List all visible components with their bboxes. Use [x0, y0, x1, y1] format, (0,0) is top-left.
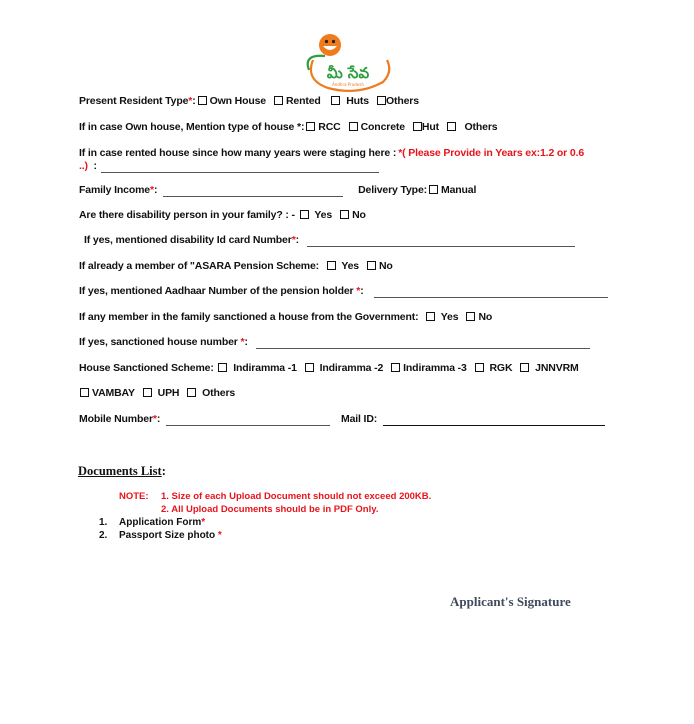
disability-label: Are there disability person in your family? : -: [79, 209, 295, 221]
document-item: [99, 530, 222, 541]
checkbox-own-house[interactable]: [198, 96, 207, 105]
option-hut: Hut: [421, 121, 439, 133]
option-rgk: RGK: [489, 362, 513, 374]
option-others: Others: [385, 95, 419, 107]
resident-type-label: Present Resident Type: [79, 95, 189, 107]
delivery-type-label: Delivery Type:: [358, 184, 427, 196]
separator: :: [192, 95, 196, 107]
required-mark: *: [188, 95, 193, 107]
mobile-input[interactable]: [166, 415, 330, 426]
checkbox-asara-no[interactable]: [367, 261, 376, 270]
separator: :: [93, 160, 97, 172]
checkbox-scheme-others[interactable]: [187, 388, 196, 397]
contact-row: [79, 413, 605, 426]
option-jnnvrm: JNNVRM: [535, 362, 579, 374]
aadhaar-input[interactable]: [374, 287, 608, 298]
asara-label: If already a member of "ASARA Pension Scheme:: [79, 260, 319, 272]
item-label: Application Form: [119, 517, 202, 528]
govt-house-label: If any member in the family sanctioned a house from the Government:: [79, 311, 419, 323]
resident-type-row: [79, 95, 419, 108]
disability-id-row: [84, 234, 575, 247]
checkbox-jnnvrm[interactable]: [520, 363, 529, 372]
disability-row: [79, 209, 366, 222]
scheme-row-cont: [80, 387, 235, 400]
note-2: 2. All Upload Documents should be in PDF Only.: [161, 504, 379, 515]
checkbox-huts[interactable]: [331, 96, 340, 105]
aadhaar-label: If yes, mentioned Aadhaar Number of the pension holder: [79, 285, 357, 297]
family-income-row: [79, 184, 476, 197]
option-asara-yes: Yes: [341, 260, 359, 272]
option-govt-yes: Yes: [440, 311, 459, 323]
family-income-label: Family Income: [79, 184, 150, 196]
option-concrete: Concrete: [360, 121, 405, 133]
checkbox-asara-yes[interactable]: [327, 261, 336, 270]
option-asara-no: No: [378, 260, 393, 272]
checkbox-govt-no[interactable]: [466, 312, 475, 321]
note-label: NOTE:: [119, 491, 149, 502]
item-label: Passport Size photo: [119, 530, 218, 541]
checkbox-uph[interactable]: [143, 388, 152, 397]
checkbox-rented[interactable]: [274, 96, 283, 105]
checkbox-vambay[interactable]: [80, 388, 89, 397]
own-house-type-label: If in case Own house, Mention type of house *:: [79, 121, 305, 133]
option-others-type: Others: [464, 121, 498, 133]
checkbox-concrete[interactable]: [349, 122, 358, 131]
mobile-label: Mobile Number: [79, 413, 153, 425]
option-rented: Rented: [285, 95, 321, 107]
required-mark: *: [152, 413, 157, 425]
govt-house-row: [79, 311, 492, 324]
checkbox-disability-yes[interactable]: [300, 210, 309, 219]
checkbox-manual[interactable]: [429, 185, 438, 194]
note-line-2: [161, 504, 378, 515]
option-uph: UPH: [157, 387, 180, 399]
checkbox-others[interactable]: [377, 96, 386, 105]
option-indiramma-3: Indiramma -3: [403, 362, 467, 374]
mail-input[interactable]: [383, 415, 605, 426]
family-income-input[interactable]: [163, 186, 343, 197]
option-scheme-others: Others: [202, 387, 236, 399]
note-1: 1. Size of each Upload Document should not exceed 200KB.: [161, 491, 432, 502]
svg-text:Andhra Pradesh: Andhra Pradesh: [332, 82, 364, 87]
mail-label: Mail ID:: [340, 413, 378, 425]
item-number: 1.: [99, 517, 108, 528]
option-huts: Huts: [346, 95, 369, 107]
required-mark: *: [240, 336, 245, 348]
separator: :: [244, 336, 248, 348]
note-line-1: [119, 491, 431, 502]
rented-years-hint: *( Please Provide in Years ex:1.2 or 0.6: [398, 147, 585, 159]
required-mark: *: [291, 234, 296, 246]
disability-id-label: If yes, mentioned disability Id card Number: [84, 234, 292, 246]
rented-years-input[interactable]: [101, 162, 379, 173]
checkbox-govt-yes[interactable]: [426, 312, 435, 321]
item-number: 2.: [99, 530, 108, 541]
mee-seva-logo: [303, 30, 393, 96]
separator: :: [295, 234, 299, 246]
scheme-label: House Sanctioned Scheme:: [79, 362, 214, 374]
logo-icon: [303, 30, 393, 96]
required-mark: *: [201, 517, 206, 528]
checkbox-rcc[interactable]: [306, 122, 315, 131]
option-rcc: RCC: [318, 121, 341, 133]
applicant-signature-label: Applicant's Signature: [450, 594, 571, 609]
asara-row: [79, 260, 393, 273]
separator: :: [360, 285, 364, 297]
separator: :: [153, 184, 158, 196]
option-manual: Manual: [440, 184, 477, 196]
rented-years-row-cont: [79, 160, 379, 173]
document-item: [99, 517, 205, 528]
checkbox-indiramma-2[interactable]: [305, 363, 314, 372]
aadhaar-row: [79, 285, 608, 298]
checkbox-others-type[interactable]: [447, 122, 456, 131]
sanctioned-number-label: If yes, sanctioned house number: [79, 336, 241, 348]
checkbox-rgk[interactable]: [475, 363, 484, 372]
option-own-house: Own House: [209, 95, 266, 107]
option-disability-no: No: [352, 209, 366, 221]
required-mark: *: [356, 285, 361, 297]
rented-years-hint-cont: ..): [79, 160, 88, 172]
option-indiramma-2: Indiramma -2: [319, 362, 384, 374]
sanctioned-number-input[interactable]: [256, 338, 590, 349]
separator: :: [156, 413, 161, 425]
checkbox-hut[interactable]: [413, 122, 422, 131]
option-govt-no: No: [478, 311, 493, 323]
svg-text:మీ సేవ: మీ సేవ: [326, 64, 370, 82]
rented-years-label: If in case rented house since how many years were staging here :: [79, 147, 397, 159]
disability-id-input[interactable]: [307, 236, 575, 247]
checkbox-indiramma-3[interactable]: [391, 363, 400, 372]
checkbox-indiramma-1[interactable]: [218, 363, 227, 372]
documents-list-title: Documents List:: [78, 464, 166, 478]
required-mark: *: [217, 530, 222, 541]
option-vambay: VAMBAY: [92, 387, 135, 399]
required-mark: *: [150, 184, 154, 196]
option-indiramma-1: Indiramma -1: [233, 362, 297, 374]
scheme-row: [79, 362, 579, 375]
option-disability-yes: Yes: [314, 209, 333, 221]
own-house-type-row: [79, 121, 497, 134]
checkbox-disability-no[interactable]: [340, 210, 349, 219]
sanctioned-number-row: [79, 336, 590, 349]
rented-years-row: [79, 147, 584, 160]
